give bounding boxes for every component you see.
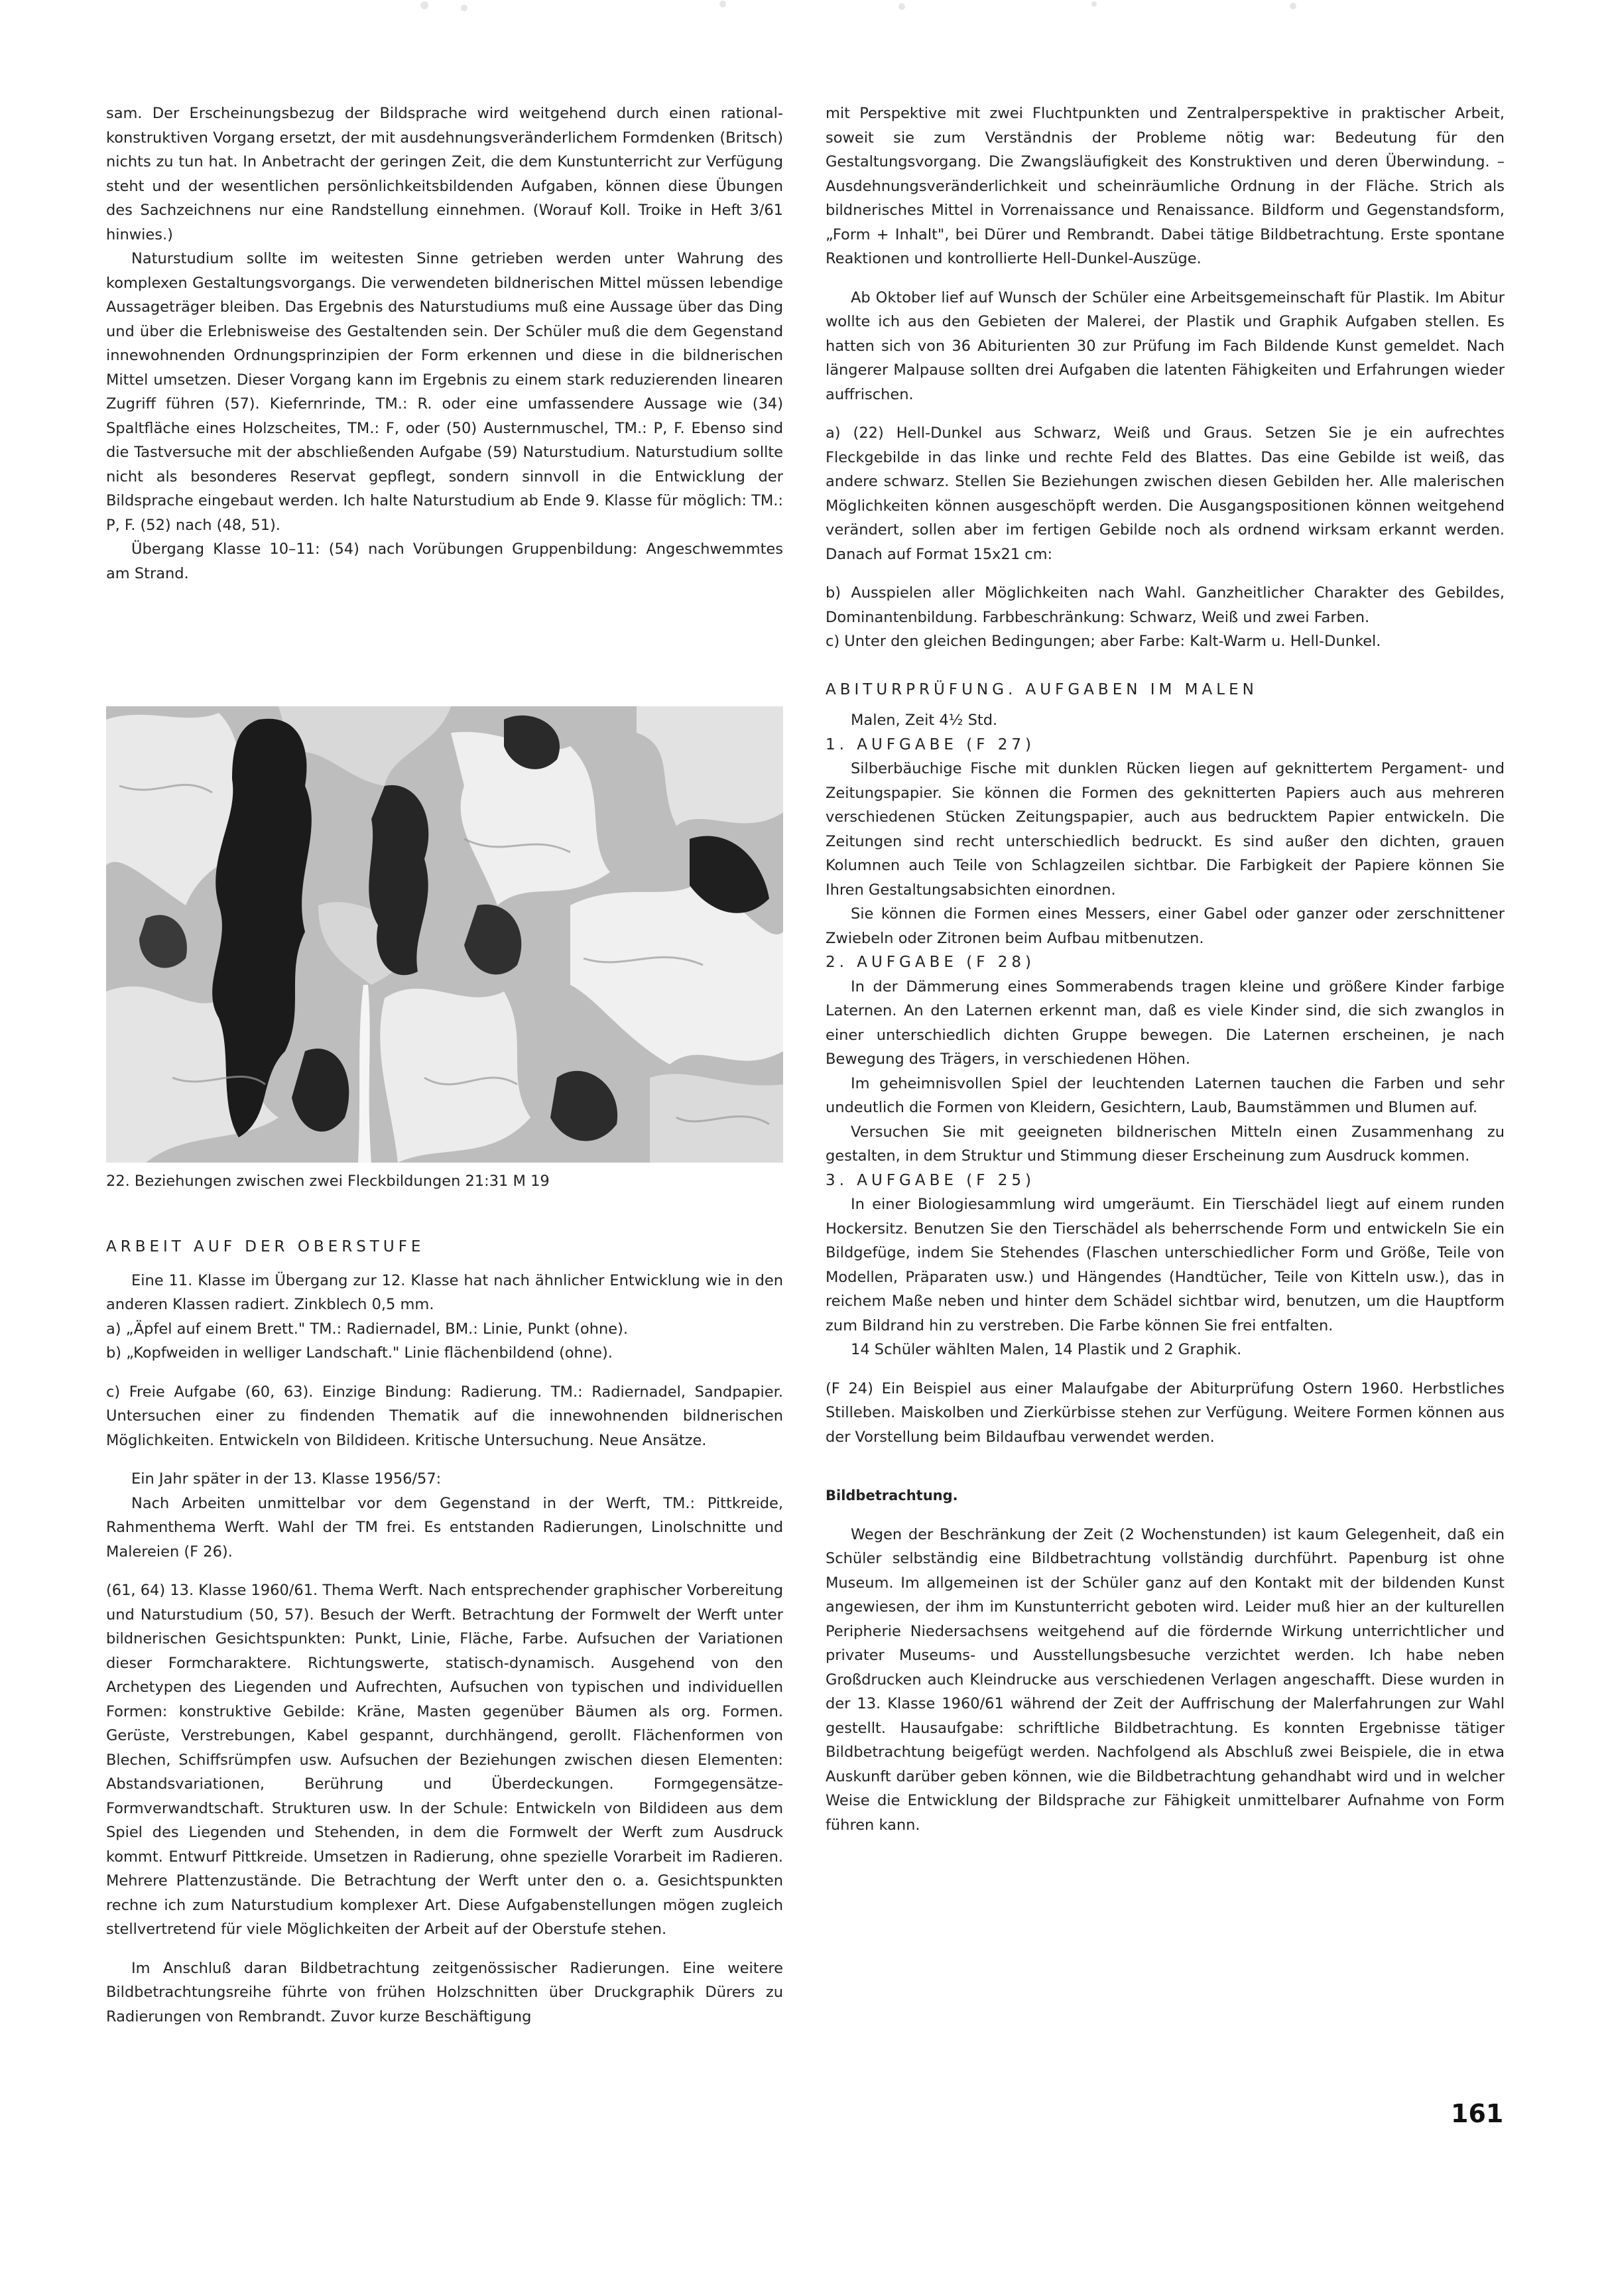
paragraph: (61, 64) 13. Klasse 1960/61. Thema Werft. Nach entsprechender graphischer Vorbereitung und Naturstudium (50, 57). Besuch der Werft. Betrachtung der Formwelt der Werft unter bildnerischen Gesichtspunkten: Punkt, Linie, Fläche, Farbe. Aufsuchen der Variationen dieser Formcharaktere. Richtungswerte, statisch-dynamisch. Ausgehend von den Archetypen des Liegenden und Aufrechten, Aufsuchen von typischen und individuellen Formen: konstruktive Gebilde: Kräne, Masten gegenüber Bäumen als org. Formen. Gerüste, Verstrebungen, Kabel gespannt, durchhängend, gerollt. Flächenformen von Blechen, Schiffsrümpfen usw. Aufsuchen der Beziehungen zwischen diesen Elementen: Abstandsvariationen, Berührung und Überdeckungen. Formgegensätze-Formverwandtschaft. Strukturen usw. In der Schule: Entwickeln von Bildideen aus dem Spiel des Liegenden und Stehenden, in dem die Formwelt der Werft zum Ausdruck kommt. Entwurf Pittkreide. Umsetzen in Radierung, ohne spezielle Vorarbeit im Radieren. Mehrere Plattenzustände. Die Betrachtung der Werft unter den o. a. Gesichtspunkten rechne ich zum Naturstudium komplexer Art. Diese Aufgabenstellungen mögen zugleich stellvertretend für viele Möglichkeiten der Arbeit auf der Oberstufe stehen.: [106, 1582, 783, 1938]
paragraph: In der Dämmerung eines Sommerabends tragen kleine und größere Kinder farbige Laternen. An den Laternen erkennt man, daß es viele Kinder sind, die sich zwanglos in einer unterschiedlich dichten Gruppe bewegen. Die Laternen erscheinen, je nach Bewegung des Trägers, in verschiedenen Höhen.: [826, 978, 1505, 1068]
task-heading: 2. AUFGABE (F 28): [826, 954, 1035, 971]
scan-speckle: [0, 0, 1608, 27]
paragraph: a) (22) Hell-Dunkel aus Schwarz, Weiß und Graus. Setzen Sie je ein aufrechtes Fleckgebilde in das linke und rechte Feld des Blattes. Das eine Gebilde ist weiß, das andere schwarz. Stellen Sie Beziehungen zwischen diesen Gebilden her. Alle malerischen Möglichkeiten können ausgeschöpft werden. Die Ausgangspositionen können weitgehend verändert, sollen aber im fertigen Gebilde noch als ordnend wirksam erkannt werden. Danach auf Format 15x21 cm:: [826, 424, 1505, 563]
paragraph: In einer Biologiesammlung wird umgeräumt. Ein Tierschädel liegt auf einem runden Hockersitz. Benutzen Sie den Tierschädel als beherrschende Form und entwickeln Sie ein Bildgefüge, indem Sie Stehendes (Flaschen unterschiedlicher Form und Größe, Teile von Modellen, Präparaten usw.) und Hängendes (Handtücher, Teile von Kitteln usw.), das in reichem Maße neben und hinter dem Schädel sichtbar wird, benutzen, um die Hauptform zum Bildrand hin zu verstreben. Die Farbe können Sie frei entfalten.: [826, 1196, 1505, 1334]
paragraph: Naturstudium sollte im weitesten Sinne getrieben werden unter Wahrung des komplexen Gestaltungsvorgangs. Die verwendeten bildnerischen Mittel müssen lebendige Aussageträger bleiben. Das Ergebnis des Naturstudiums muß eine Aussage über das Ding und über die Erlebnisweise des Gestaltenden sein. Der Schüler muß die dem Gegenstand innewohnenden Ordnungsprinzipien der Form erkennen und diese in die bildnerischen Mittel umsetzen. Dieser Vorgang kann im Ergebnis zu einem stark reduzierenden linearen Zugriff führen (57). Kiefernrinde, TM.: R. oder eine umfassendere Aussage wie (34) Spaltfläche eines Holzscheites, TM.: F, oder (50) Austernmuschel, TM.: P, F. Ebenso sind die Tastversuche mit der abschließenden Aufgabe (59) Naturstudium. Naturstudium sollte nicht als besonderes Reservat gepflegt, sondern sinnvoll in die Entwicklung der Bildsprache eingebaut werden. Ich halte Naturstudium ab Ende 9. Klasse für möglich: TM.: P, F. (52) nach (48, 51).: [106, 250, 783, 534]
paragraph: Ab Oktober lief auf Wunsch der Schüler eine Arbeitsgemeinschaft für Plastik. Im Abitur wollte ich aus den Gebieten der Malerei, der Plastik und Graphik Aufgaben stellen. Es hatten sich von 36 Abiturienten 30 zur Prüfung im Fach Bildende Kunst gemeldet. Nach längerer Malpause sollten drei Aufgaben die latenten Fähigkeiten und Erfahrungen wieder auffrischen.: [826, 288, 1505, 403]
paragraph: mit Perspektive mit zwei Fluchtpunkten und Zentralperspektive in praktischer Arbeit, soweit sie zum Verständnis der Probleme nötig war: Bedeutung für den Gestaltungsvorgang. Die Zwangsläufigkeit des Konstruktiven und deren Überwindung. – Ausdehnungsveränderlichkeit und scheinräumliche Ordnung in der Fläche. Strich als bildnerisches Mittel in Vorrenaissance und Renaissance. Bildform und Gegenstandsform, „Form + Inhalt", bei Dürer und Rembrandt. Dabei tätige Bildbetrachtung. Erste spontane Reaktionen und kontrollierte Hell-Dunkel-Auszüge.: [826, 105, 1505, 267]
section-heading: ABITURPRÜFUNG. AUFGABEN IM MALEN: [826, 680, 1258, 698]
figure-caption: 22. Beziehungen zwischen zwei Fleckbildungen 21:31 M 19: [106, 1173, 550, 1190]
right-column: [826, 101, 1505, 1837]
list-item: a) „Äpfel auf einem Brett." TM.: Radiernadel, BM.: Linie, Punkt (ohne).: [106, 1320, 628, 1338]
paragraph: Silberbäuchige Fische mit dunklen Rücken liegen auf geknittertem Pergament- und Zeitungspapier. Sie können die Formen des geknitterten Papiers auch aus mehreren verschiedenen Stücken Zeitungspapier, auch aus bedrucktem Papier entwickeln. Die Zeitungen sind recht unterschiedlich bedruckt. Es sind außer den dichten, grauen Kolumnen auch Teile von Schlagzeilen sichtbar. Die Farbigkeit der Papiere können Sie Ihren Gestaltungsabsichten einordnen.: [826, 760, 1505, 899]
paragraph: c) Freie Aufgabe (60, 63). Einzige Bindung: Radierung. TM.: Radiernadel, Sandpapier. Untersuchen einer zu findenden Thematik auf die innewohnenden bildnerischen Möglichkeiten. Entwickeln von Bildideen. Kritische Untersuchung. Neue Ansätze.: [106, 1383, 783, 1449]
paragraph: Wegen der Beschränkung der Zeit (2 Wochenstunden) ist kaum Gelegenheit, daß ein Schüler selbständig eine Bildbetrachtung vollständig durchführt. Papenburg ist ohne Museum. Im allgemeinen ist der Schüler ganz auf den Kontakt mit der bildenden Kunst angewiesen, der ihm im Kunstunterricht geboten wird. Leider muß hier an der kulturellen Peripherie Niedersachsens weitgehend auf die fördernde Wirkung unterrichtlicher und privater Museums- und Ausstellungsbesuche verzichtet werden. Ich habe neben Großdrucken auch Kleindrucke aus verschiedenen Verlagen angeschafft. Diese wurden in der 13. Klasse 1960/61 während der Zeit der Auffrischung der Malerfahrungen zur Wahl gestellt. Hausaufgabe: schriftliche Bildbetrachtung. Es konnten Ergebnisse tätiger Bildbetrachtung beigefügt werden. Nachfolgend als Abschluß zwei Beispiele, die in etwa Auskunft darüber geben können, wie die Bildbetrachtung gehandhabt wird und in welcher Weise die Entwicklung der Bildsprache zur Fähigkeit unmittelbarer Aufnahme von Form führen kann.: [826, 1525, 1505, 1834]
paragraph: (F 24) Ein Beispiel aus einer Malaufgabe der Abiturprüfung Ostern 1960. Herbstliches Stilleben. Maiskolben und Zierkürbisse stehen zur Verfügung. Weitere Formen können aus der Vorstellung beim Bildaufbau verwendet werden.: [826, 1379, 1505, 1446]
paragraph: Ein Jahr später in der 13. Klasse 1956/57:: [131, 1470, 442, 1488]
left-column-bottom: [106, 1235, 783, 2029]
abstract-painting-image: [106, 706, 783, 1163]
paragraph: Eine 11. Klasse im Übergang zur 12. Klasse hat nach ähnlicher Entwicklung wie in den anderen Klassen radiert. Zinkblech 0,5 mm.: [106, 1271, 783, 1313]
section-heading: ARBEIT AUF DER OBERSTUFE: [106, 1238, 425, 1255]
paragraph: b) Ausspielen aller Möglichkeiten nach Wahl. Ganzheitlicher Charakter des Gebildes, Dominantenbildung. Farbbeschränkung: Schwarz, Weiß und zwei Farben.: [826, 584, 1505, 626]
paragraph: sam. Der Erscheinungsbezug der Bildsprache wird weitgehend durch einen rational-konstruktiven Vorgang ersetzt, der mit ausdehnungsveränderlichem Formdenken (Britsch) nichts zu tun hat. In Anbetracht der geringen Zeit, die dem Kunstunterricht zur Verfügung steht und der wesentlichen persönlichkeitsbildenden Aufgaben, können diese Übungen des Sachzeichnens nur eine Randstellung einnehmen. (Worauf Koll. Troike in Heft 3/61 hinwies.): [106, 105, 783, 243]
paragraph: Versuchen Sie mit geeigneten bildnerischen Mitteln einen Zusammenhang zu gestalten, in dem Struktur und Stimmung dieser Erscheinung zum Ausdruck kommen.: [826, 1123, 1505, 1165]
task-heading: 3. AUFGABE (F 25): [826, 1171, 1035, 1189]
left-column-top: [106, 101, 783, 586]
paragraph: Im Anschluß daran Bildbetrachtung zeitgenössischer Radierungen. Eine weitere Bildbetrachtungsreihe führte von frühen Holzschnitten über Druckgraphik Dürers zu Radierungen von Rembrandt. Zuvor kurze Beschäftigung: [106, 1959, 783, 2025]
paragraph: 14 Schüler wählten Malen, 14 Plastik und 2 Graphik.: [851, 1341, 1242, 1358]
paragraph: Im geheimnisvollen Spiel der leuchtenden Laternen tauchen die Farben und sehr undeutlich die Formen von Kleidern, Gesichtern, Laub, Baumstämmen und Blumen auf.: [826, 1074, 1505, 1116]
paragraph: Nach Arbeiten unmittelbar vor dem Gegenstand in der Werft, TM.: Pittkreide, Rahmenthema Werft. Wahl der TM frei. Es entstanden Radierungen, Linolschnitte und Malereien (F 26).: [106, 1494, 783, 1561]
paragraph: Malen, Zeit 4½ Std.: [851, 712, 998, 729]
figure-image: [106, 706, 783, 1163]
section-heading: Bildbetrachtung.: [826, 1488, 958, 1503]
paragraph: c) Unter den gleichen Bedingungen; aber Farbe: Kalt-Warm u. Hell-Dunkel.: [826, 633, 1381, 650]
paragraph: Übergang Klasse 10–11: (54) nach Vorübungen Gruppenbildung: Angeschwemmtes am Strand.: [106, 541, 783, 582]
page-number: 161: [1451, 2099, 1504, 2128]
task-heading: 1. AUFGABE (F 27): [826, 735, 1035, 753]
list-item: b) „Kopfweiden in welliger Landschaft." Linie flächenbildend (ohne).: [106, 1344, 613, 1362]
paragraph: Sie können die Formen eines Messers, einer Gabel oder ganzer oder zerschnittener Zwiebeln oder Zitronen beim Aufbau mitbenutzen.: [826, 905, 1505, 947]
